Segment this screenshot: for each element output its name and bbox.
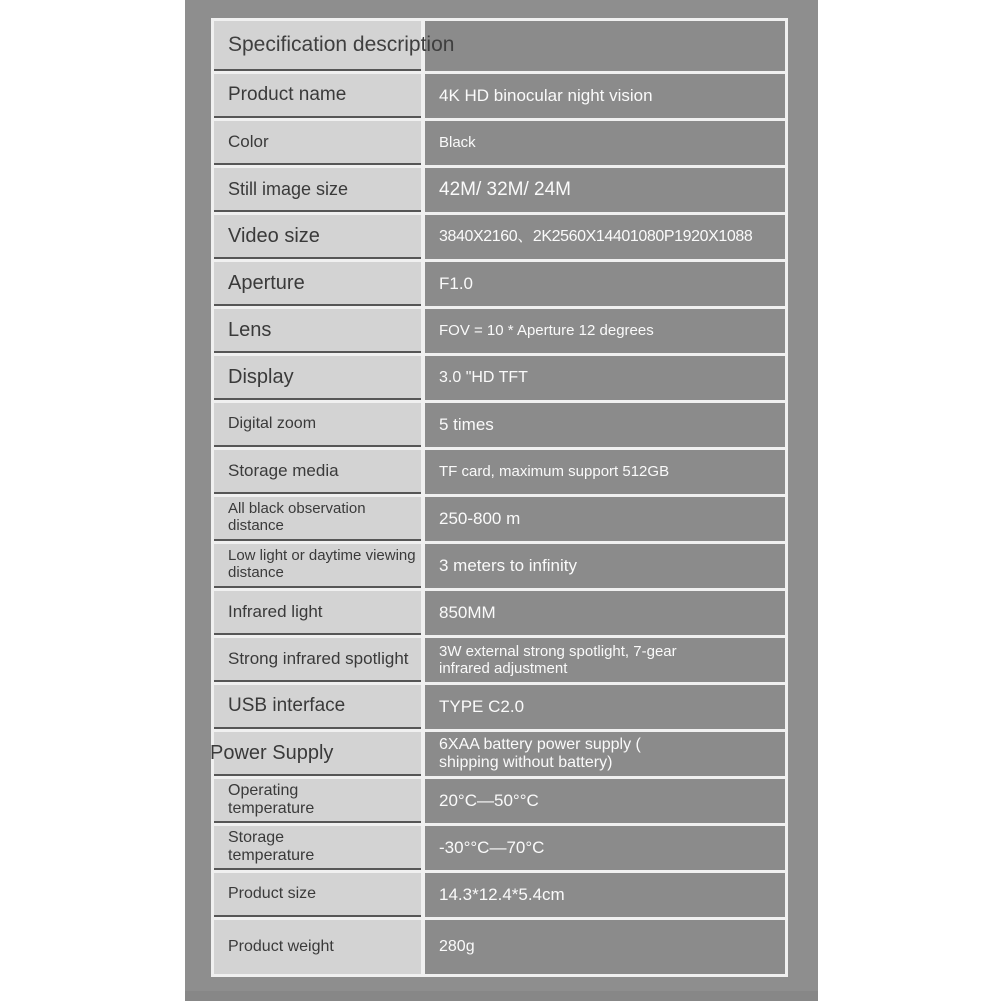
spec-table: [211, 18, 788, 977]
row-video-size: [214, 215, 785, 259]
row-all-black-observation-distance: [214, 497, 785, 541]
spec-value: TYPE C2.0: [439, 697, 525, 717]
spec-value: 3 meters to infinity: [439, 556, 577, 576]
spec-value: TF card, maximum support 512GB: [439, 463, 670, 481]
row-infrared-light: [214, 591, 785, 635]
spec-label: Aperture: [228, 271, 305, 294]
spec-label: Lens: [228, 318, 272, 341]
spec-label: Storage temperature: [228, 829, 315, 864]
spec-value: 20°C—50°°C: [439, 791, 539, 811]
row-product-name: [214, 74, 785, 118]
spec-label: Still image size: [228, 178, 349, 199]
row-color: [214, 121, 785, 165]
spec-label: Display: [228, 365, 294, 388]
spec-label: Color: [228, 132, 269, 152]
row-low-light-viewing-distance: [214, 544, 785, 588]
spec-value: 250-800 m: [439, 509, 521, 529]
row-product-weight: [214, 920, 785, 974]
spec-label: Infrared light: [228, 602, 323, 622]
table-title-cell: [214, 21, 455, 71]
spec-value: 3840X2160、2K2560X14401080P1920X1088: [439, 227, 753, 245]
spec-label: Digital zoom: [228, 415, 317, 433]
spec-label: Low light or daytime viewing distance: [228, 547, 416, 581]
spec-value: 3.0 "HD TFT: [439, 368, 528, 386]
panel-bottom-shade: [185, 991, 818, 1001]
row-digital-zoom: [214, 403, 785, 447]
spec-value: FOV = 10 * Aperture 12 degrees: [439, 322, 654, 340]
spec-label: Product name: [228, 84, 347, 106]
spec-label: Product size: [228, 885, 317, 903]
spec-value: 850MM: [439, 603, 496, 623]
row-operating-temperature: [214, 779, 785, 823]
spec-value: Black: [439, 134, 476, 152]
row-strong-infrared-spotlight: [214, 638, 785, 682]
spec-value: 5 times: [439, 415, 494, 435]
row-header: [214, 21, 785, 71]
spec-value: F1.0: [439, 274, 474, 294]
row-lens: [214, 309, 785, 353]
row-display: [214, 356, 785, 400]
spec-value: 6XAA battery power supply ( shipping without battery): [439, 735, 641, 771]
spec-value: 280g: [439, 937, 475, 955]
spec-label: USB interface: [228, 695, 346, 717]
table-title-value-cell: [425, 21, 785, 71]
spec-label: Product weight: [228, 938, 334, 956]
row-storage-media: [214, 450, 785, 494]
spec-value: 4K HD binocular night vision: [439, 86, 653, 106]
spec-label: Strong infrared spotlight: [228, 649, 409, 669]
spec-value: 42M/ 32M/ 24M: [439, 179, 571, 201]
row-usb-interface: [214, 685, 785, 729]
spec-label: Storage media: [228, 461, 339, 481]
spec-label: All black observation distance: [228, 500, 366, 534]
row-power-supply: [210, 732, 785, 776]
table-title: Specification description: [228, 33, 455, 57]
row-storage-temperature: [214, 826, 785, 870]
spec-label: Operating temperature: [228, 782, 315, 817]
row-aperture: [214, 262, 785, 306]
spec-label: Video size: [228, 224, 320, 247]
row-product-size: [214, 873, 785, 917]
spec-value: 3W external strong spotlight, 7-gear infrared adjustment: [439, 642, 677, 677]
spec-value: 14.3*12.4*5.4cm: [439, 885, 565, 905]
spec-value: -30°°C—70°C: [439, 838, 545, 858]
row-still-image-size: [214, 168, 785, 212]
spec-label: Power Supply: [210, 741, 334, 764]
